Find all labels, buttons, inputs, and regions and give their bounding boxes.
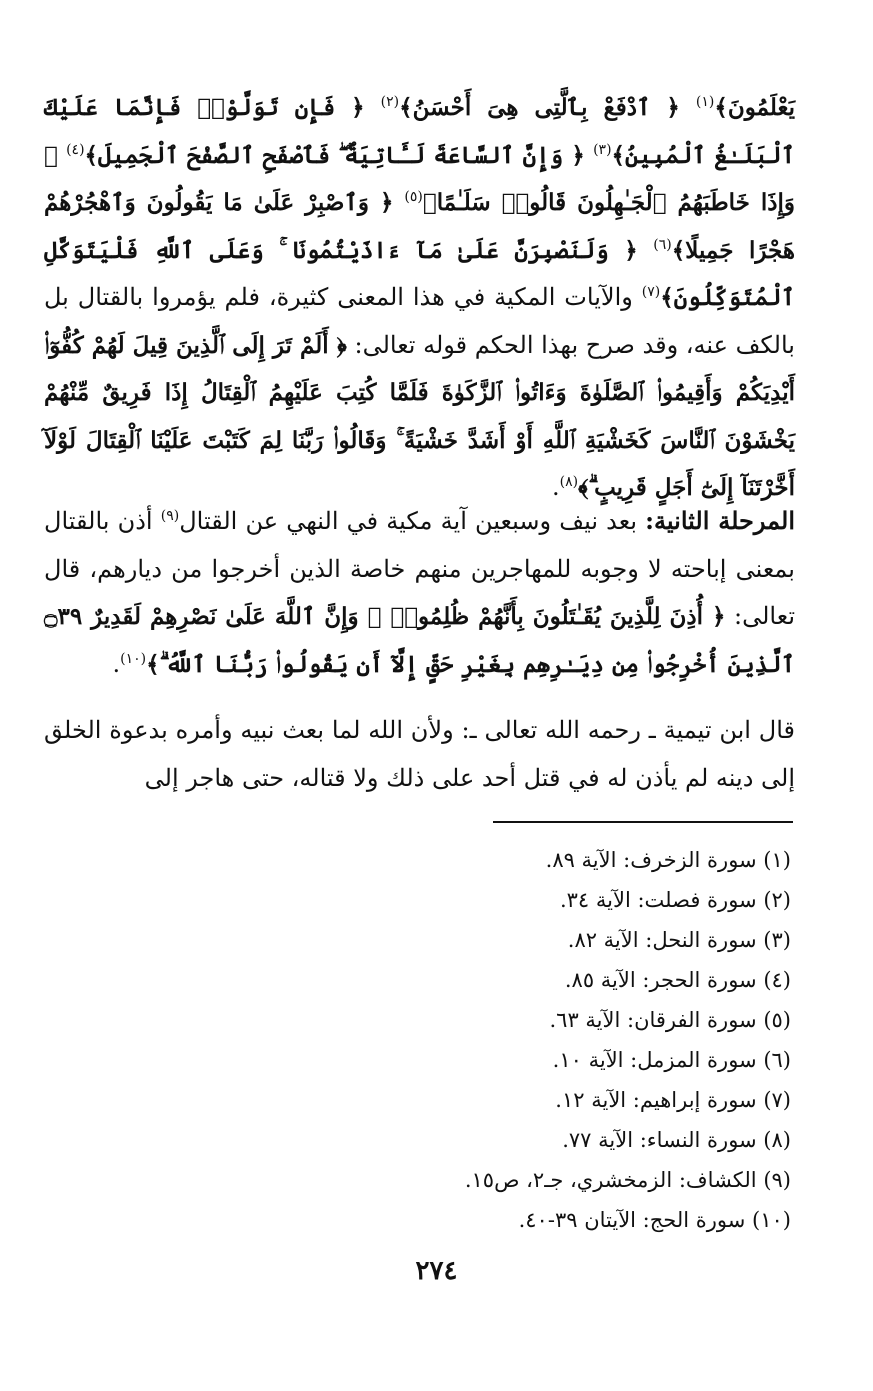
footnote-ref: (١): [695, 94, 715, 110]
footnote-ref: (٤): [66, 141, 85, 158]
footnote-item: (٧) سورة إبراهيم: الآية ١٢.: [555, 1088, 791, 1112]
footnote-ref: (٨): [559, 474, 579, 490]
quran-verse: ﴿ أُذِنَ لِلَّذِينَ يُقَـٰتَلُونَ بِأَنَّهُمْ ظُلِمُوا۟ ۚ وَإِنَّ ٱللَّهَ عَلَىٰ نَصْرِهِمْ لَقَدِيرٌ ۝٣٩ ٱلَّذِينَ أُخْرِجُوا۟ مِن دِيَـٰرِهِم بِغَيْرِ حَقٍّ إِلَّآ أَن يَقُولُوا۟ رَبُّنَا ٱللَّهُ ۗ﴾: [44, 603, 795, 678]
footnote-ref: (١٠): [120, 650, 147, 667]
body-text: .: [112, 649, 121, 678]
quran-verse: ﴿ وَٱصْبِرْ عَلَىٰ مَا يَقُولُونَ وَٱهْجُرْهُمْ هَجْرًا جَمِيلًا﴾: [44, 189, 795, 264]
quran-verse: ﴿ وَإِذَا خَاطَبَهُمُ ٱلْجَـٰهِلُونَ قَالُوا۟ سَلَـٰمًا﴾: [44, 141, 795, 216]
quran-verse: ﴿ فَإِن تَوَلَّوْا۟ فَإِنَّمَا عَلَيْكَ ٱلْبَلَـٰغُ ٱلْمُبِينُ﴾: [44, 94, 796, 169]
footnote-ref: (٧): [641, 284, 661, 300]
body-text: .: [552, 473, 560, 501]
footnote-item: (٨) سورة النساء: الآية ٧٧.: [562, 1128, 791, 1152]
footnote-item: (٤) سورة الحجر: الآية ٨٥.: [564, 968, 791, 992]
paragraph-ibn-taymiyya: [44, 707, 795, 802]
footnote-item: (٦) سورة المزمل: الآية ١٠.: [552, 1048, 791, 1072]
footnote-ref: (٢): [380, 94, 400, 110]
paragraph-meccan-verses: [44, 84, 795, 512]
stage-heading: المرحلة الثانية:: [645, 506, 795, 535]
footnote-item: (٢) سورة فصلت: الآية ٣٤.: [559, 888, 791, 912]
footnote-divider: [493, 821, 793, 823]
quran-verse: يَعْلَمُونَ﴾: [714, 94, 796, 121]
body-text: قال ابن تيمية ـ رحمه الله تعالى ـ: ولأن الله لما بعث نبيه وأمره بدعوة الخلق إلى دينه لم يأذن له في قتل أحد على ذلك ولا قتاله، حتى هاجر إلى: [44, 716, 795, 792]
footnote-list: [291, 840, 791, 1240]
footnote-ref: (٦): [653, 236, 672, 253]
footnote-item: (٥) سورة الفرقان: الآية ٦٣.: [549, 1008, 791, 1032]
quran-verse: ﴿ وَإِنَّ ٱلسَّاعَةَ لَـَٔاتِيَةٌ ۖ فَٱصْفَحِ ٱلصَّفْحَ ٱلْجَمِيلَ﴾: [84, 141, 594, 169]
footnote-item: (١) سورة الزخرف: الآية ٨٩.: [545, 848, 791, 872]
footnote-item: (١٠) سورة الحج: الآيتان ٣٩-٤٠.: [518, 1208, 791, 1232]
page-number: ٢٧٤: [415, 1256, 458, 1286]
body-text: أذن بالقتال بمعنى إباحته لا وجوبه للمهاجرين منهم خاصة الذين أخرجوا من ديارهم، قال تعالى:: [44, 507, 796, 630]
footnote-ref: (٩): [160, 508, 180, 524]
footnote-item: (٩) الكشاف: الزمخشري، جـ٢، ص١٥.: [464, 1168, 791, 1192]
quran-verse: ﴿ ٱدْفَعْ بِٱلَّتِى هِىَ أَحْسَنُ﴾: [399, 94, 696, 121]
footnote-ref: (٥): [404, 189, 423, 205]
body-text: والآيات المكية في هذا المعنى كثيرة، فلم يؤمروا بالقتال بل بالكف عنه، وقد صرح بهذا الحكم قوله تعالى:: [44, 283, 795, 359]
footnote-ref: (٣): [593, 141, 612, 158]
body-text: بعد نيف وسبعين آية مكية في النهي عن القتال: [179, 507, 646, 535]
paragraph-second-stage: [44, 497, 795, 688]
quran-verse: ﴿ وَلَنَصْبِرَنَّ عَلَىٰ مَآ ءَاذَيْتُمُونَا ۚ وَعَلَى ٱللَّهِ فَلْيَتَوَكَّلِ ٱلْمُتَوَكِّلُونَ﴾: [44, 236, 795, 311]
quran-verse: ﴿ أَلَمْ تَرَ إِلَى ٱلَّذِينَ قِيلَ لَهُمْ كُفُّوٓا۟ أَيْدِيَكُمْ وَأَقِيمُوا۟ ٱلصَّلَوٰةَ وَءَاتُوا۟ ٱلزَّكَوٰةَ فَلَمَّا كُتِبَ عَلَيْهِمُ ٱلْقِتَالُ إِذَا فَرِيقٌ مِّنْهُمْ يَخْشَوْنَ ٱلنَّاسَ كَخَشْيَةِ ٱللَّهِ أَوْ أَشَدَّ خَشْيَةً ۚ وَقَالُوا۟ رَبَّنَا لِمَ كَتَبْتَ عَلَيْنَا ٱلْقِتَالَ لَوْلَآ أَخَّرْتَنَآ إِلَىٰٓ أَجَلٍ قَرِيبٍ ۗ﴾: [44, 331, 795, 501]
footnote-item: (٣) سورة النحل: الآية ٨٢.: [567, 928, 791, 952]
